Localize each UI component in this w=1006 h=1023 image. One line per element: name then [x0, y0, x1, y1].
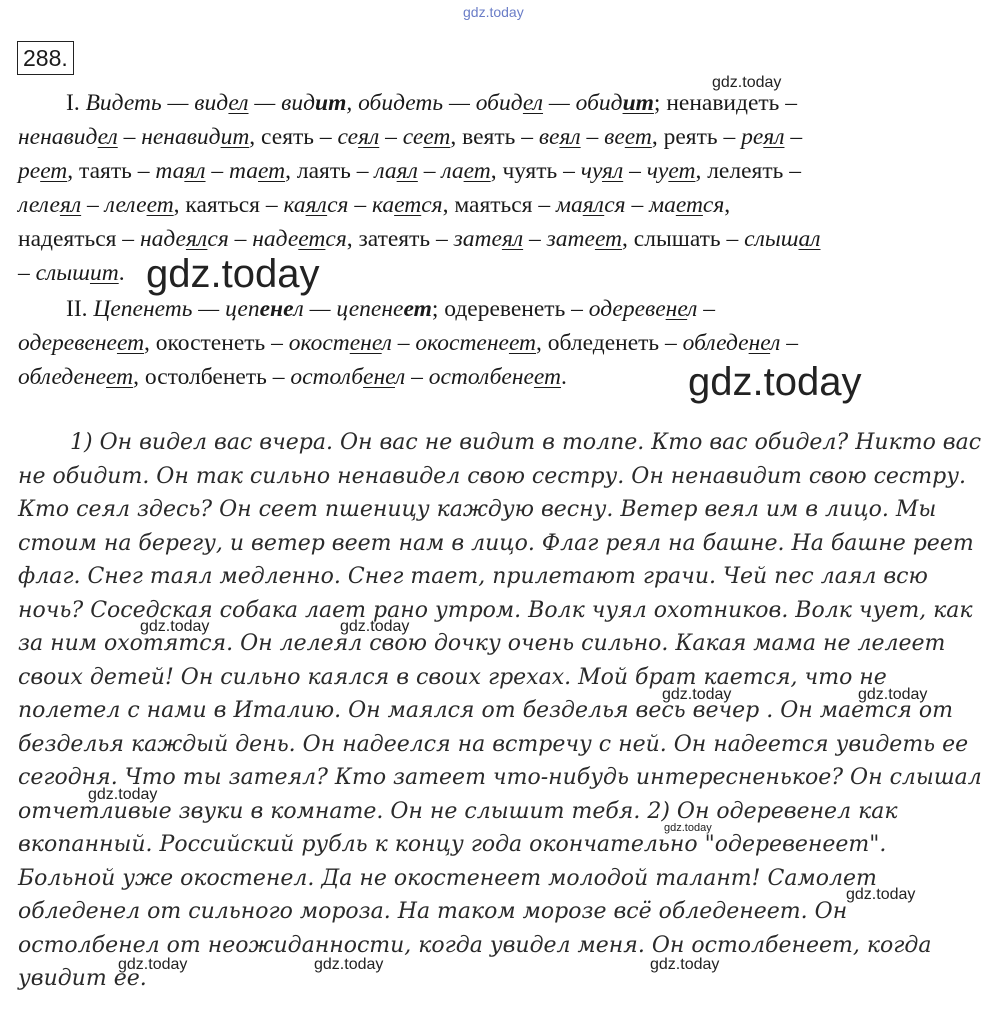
example-line: сегодня. Что ты затеял? Кто затеет что-нибудь интересненькое? Он слышал: [18, 765, 982, 790]
section-1-line-6: – слышит.: [18, 260, 125, 286]
example-line: за ним охотятся. Он лелеял свою дочку очень сильно. Какая мама не лелеет: [18, 631, 946, 656]
section-1-line-1: I. Видеть — видел — видит, обидеть — обидел — обидит; ненавидеть –: [66, 90, 798, 116]
example-line: флаг. Снег таял медленно. Снег тает, прилетают грачи. Чей пес лаял всю: [18, 564, 928, 589]
exercise-number: 288.: [17, 41, 74, 75]
example-line: 1) Он видел вас вчера. Он вас не видит в толпе. Кто вас обидел? Никто вас: [70, 430, 982, 455]
watermark: gdz.today: [118, 956, 188, 973]
section-1-line-2: ненавидел – ненавидит, сеять – сеял – сеет, веять – веял – веет, реять – реял –: [18, 124, 803, 150]
watermark: gdz.today: [858, 686, 928, 703]
watermark-large: gdz.today: [146, 252, 320, 296]
section-2-line-3: обледенеет, остолбенеть – остолбенел – остолбенеет.: [18, 364, 567, 390]
example-line: обледенел от сильного мороза. На таком морозе всё обледенеет. Он: [18, 899, 848, 924]
watermark: gdz.today: [88, 786, 158, 803]
section-2-line-1: II. Цепенеть — цепенел — цепенеет; одеревенеть – одеревенел –: [66, 296, 716, 322]
s1-line1-text: Видеть — видел — видит, обидеть — обидел — обидит: [85, 90, 654, 116]
example-line: ночь? Соседская собака лает рано утром. Волк чуял охотников. Волк чует, как: [18, 597, 973, 623]
example-line: отчетливые звуки в комнате. Он не слышит тебя. 2) Он одеревенел как: [18, 798, 898, 824]
section-2-line-2: одеревенеет, окостенеть – окостенел – окостенеет, обледенеть – обледенел –: [18, 330, 798, 356]
watermark: gdz.today: [650, 956, 720, 973]
watermark: gdz.today: [314, 956, 384, 973]
example-line: безделья каждый день. Он надеелся на встречу с ней. Он надеется увидеть ее: [18, 731, 969, 757]
example-line: Больной уже окостенел. Да не окостенеет молодой талант! Самолет: [18, 865, 877, 891]
watermark: gdz.today: [712, 74, 782, 91]
example-line: увидит ее.: [18, 966, 147, 991]
example-line: не обидит. Он так сильно ненавидел свою сестру. Он ненавидит свою сестру.: [18, 463, 966, 489]
header-watermark: gdz.today: [463, 4, 524, 20]
watermark: gdz.today: [340, 618, 410, 635]
watermark: gdz.today: [140, 618, 210, 635]
section-2-label: II.: [66, 296, 88, 322]
section-1-label: I.: [66, 90, 80, 116]
watermark-small: gdz.today: [664, 822, 712, 834]
section-1-line-4: лелеял – лелеет, каяться – каялся – кается, маяться – маялся – мается,: [18, 192, 731, 218]
watermark-large: gdz.today: [688, 360, 862, 404]
section-1-line-5: надеяться – надеялся – надеется, затеять – затеял – затеет, слышать – слышал: [18, 226, 821, 252]
example-line: вкопанный. Российский рубль к концу года окончательно "одеревенеет".: [18, 832, 887, 857]
watermark: gdz.today: [846, 886, 916, 903]
example-line: остолбенел от неожиданности, когда увидел меня. Он остолбенеет, когда: [18, 932, 932, 958]
example-line: своих детей! Он сильно каялся в своих грехах. Мой брат кается, что не: [18, 664, 887, 690]
example-line: Кто сеял здесь? Он сеет пшеницу каждую весну. Ветер веял им в лицо. Мы: [18, 497, 937, 522]
example-line: полетел с нами в Италию. Он маялся от безделья весь вечер . Он мается от: [18, 698, 953, 723]
watermark: gdz.today: [662, 686, 732, 703]
example-line: стоим на берегу, и ветер веет нам в лицо. Флаг реял на башне. На башне реет: [18, 530, 974, 556]
examples-block: [18, 426, 993, 996]
section-1-line-3: реет, таять – таял – тает, лаять – лаял – лает, чуять – чуял – чует, лелеять –: [18, 158, 801, 184]
